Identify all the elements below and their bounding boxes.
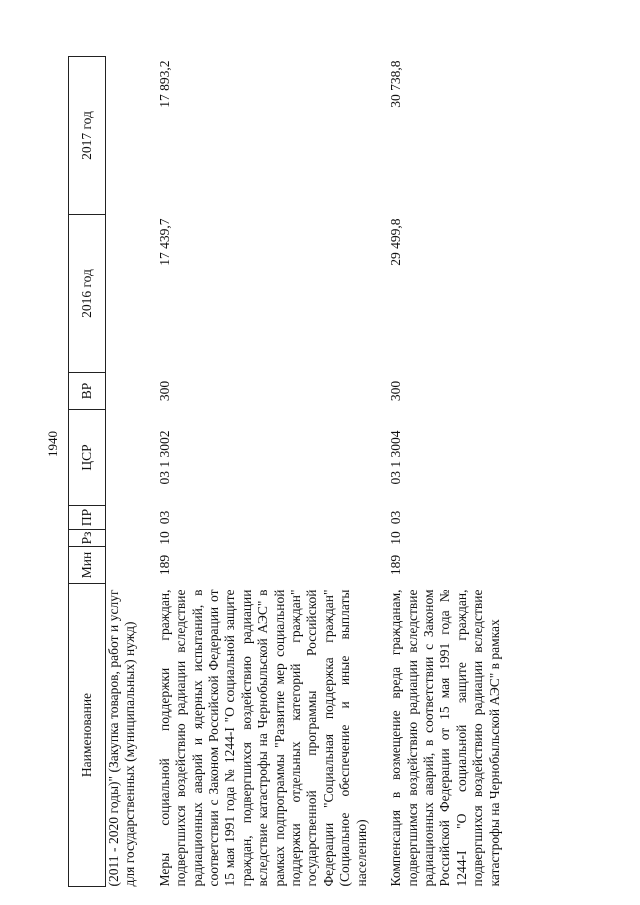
row-rz (106, 530, 141, 547)
row-spacer (141, 57, 155, 887)
row-rz: 10 (388, 531, 404, 545)
row-name: Меры социальной поддержки граждан, подвергшихся воздействию радиации вследствие радиационных аварий и ядерных испытаний, в соответствии с Законом Российской Федерации от 15 мая 1991 года № 1244-I "О социальной защите граждан, подвергшихся воздействию радиации вследствие катастрофы на Чернобыльской АЭС" в рамках подпрограммы "Развитие мер социальной поддержки отдельных категорий граждан" государственной программы Российской Федерации "Социальная поддержка граждан" (Социальное обеспечение и иные выплаты населению) (156, 589, 369, 887)
header-vr: ВР (69, 373, 106, 410)
row-rz: 10 (156, 531, 172, 545)
header-name: Наименование (69, 584, 106, 887)
header-csr: ЦСР (69, 410, 106, 506)
row-2016 (106, 215, 141, 373)
header-min: Мин (69, 547, 106, 584)
header-rz: Рз (69, 530, 106, 547)
row-csr (106, 410, 141, 506)
row-min: 189 (156, 554, 172, 576)
rotated-page (68, 57, 613, 887)
header-2016: 2016 год (69, 215, 106, 373)
row-csr: 03 1 3004 (388, 430, 404, 485)
row-min: 189 (388, 554, 404, 576)
row-pr: 03 (156, 510, 172, 525)
row-2017: 17 893,2 (156, 60, 172, 108)
table-header-row (69, 57, 106, 887)
row-name: (2011 - 2020 годы)" (Закупка товаров, работ и услуг для государственных (муниципальных) нужд) (106, 589, 138, 887)
row-spacer (372, 57, 386, 887)
row-csr: 03 1 3002 (156, 430, 172, 485)
row-vr: 300 (156, 380, 172, 402)
rotated-content (68, 57, 613, 887)
page-number: 1940 (45, 431, 60, 457)
table-row (155, 57, 372, 887)
row-min (106, 547, 141, 584)
row-2016: 17 439,7 (156, 218, 172, 266)
header-2017: 2017 год (69, 57, 106, 215)
row-vr: 300 (388, 380, 404, 402)
row-name: Компенсация в возмещение вреда гражданам, подвергшимся воздействию радиации вследствие радиационных аварий, в соответствии с Законом Российской Федерации от 15 мая 1991 года № 1244-I "О социальной защите граждан, подвергшихся воздействию радиации вследствие катастрофы на Чернобыльской АЭС" в рамках (388, 589, 502, 887)
table-row (386, 57, 505, 887)
row-2017: 30 738,8 (388, 60, 404, 108)
row-pr (106, 506, 141, 530)
budget-table (68, 56, 505, 887)
header-pr: ПР (69, 506, 106, 530)
row-2017 (106, 57, 141, 215)
row-vr (106, 373, 141, 410)
table-row (106, 57, 141, 887)
row-2016: 29 499,8 (388, 218, 404, 266)
row-pr: 03 (388, 510, 404, 525)
